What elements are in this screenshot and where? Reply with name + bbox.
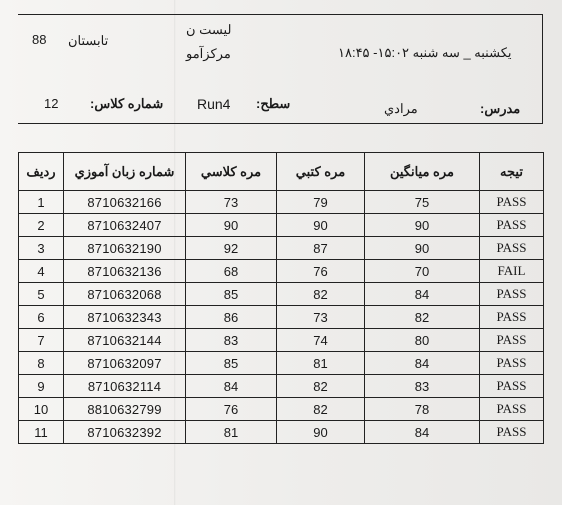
class-score: 92	[186, 237, 277, 260]
student-id: 8710632097	[64, 352, 186, 375]
written-score: 87	[277, 237, 365, 260]
average-score: 84	[365, 421, 480, 444]
written-score: 73	[277, 306, 365, 329]
result: PASS	[480, 398, 544, 421]
result: PASS	[480, 329, 544, 352]
written-score: 82	[277, 398, 365, 421]
row-number: 6	[19, 306, 64, 329]
average-score: 90	[365, 237, 480, 260]
class-score: 81	[186, 421, 277, 444]
written-score: 82	[277, 375, 365, 398]
table-row	[19, 214, 544, 237]
class-score: 90	[186, 214, 277, 237]
written-score: 81	[277, 352, 365, 375]
result: PASS	[480, 352, 544, 375]
table-row	[19, 283, 544, 306]
row-number: 3	[19, 237, 64, 260]
row-number: 2	[19, 214, 64, 237]
class-score: 85	[186, 283, 277, 306]
table-row	[19, 237, 544, 260]
student-id: 8710632166	[64, 191, 186, 214]
table-row	[19, 329, 544, 352]
table-row	[19, 260, 544, 283]
row-number: 9	[19, 375, 64, 398]
class-score: 76	[186, 398, 277, 421]
col-header-average-score: مره ميانگين	[365, 153, 480, 191]
table-row	[19, 421, 544, 444]
class-schedule: يکشنبه _ سه شنبه ۱۵:۰۲- ۱۸:۴۵	[338, 45, 512, 60]
student-id: 8710632407	[64, 214, 186, 237]
center-name: مرکزآمو	[186, 46, 231, 61]
level-label: سطح:	[256, 96, 291, 111]
student-id: 8710632114	[64, 375, 186, 398]
col-header-result: تيجه	[480, 153, 544, 191]
result: FAIL	[480, 260, 544, 283]
list-title: لیست ن	[186, 22, 232, 37]
average-score: 90	[365, 214, 480, 237]
class-number: 12	[44, 96, 59, 111]
table-row	[19, 352, 544, 375]
class-score: 73	[186, 191, 277, 214]
result: PASS	[480, 306, 544, 329]
row-number: 10	[19, 398, 64, 421]
table-row	[19, 191, 544, 214]
scores-table	[18, 152, 544, 444]
result: PASS	[480, 237, 544, 260]
written-score: 76	[277, 260, 365, 283]
row-number: 1	[19, 191, 64, 214]
written-score: 90	[277, 421, 365, 444]
class-score: 68	[186, 260, 277, 283]
result: PASS	[480, 214, 544, 237]
col-header-row-number: ردیف	[19, 153, 64, 191]
average-score: 84	[365, 283, 480, 306]
written-score: 74	[277, 329, 365, 352]
average-score: 84	[365, 352, 480, 375]
result: PASS	[480, 421, 544, 444]
col-header-student-id: شماره زبان آموزي	[64, 153, 186, 191]
row-number: 11	[19, 421, 64, 444]
teacher-name: مرادي	[384, 101, 418, 116]
result: PASS	[480, 375, 544, 398]
result: PASS	[480, 283, 544, 306]
class-score: 83	[186, 329, 277, 352]
written-score: 82	[277, 283, 365, 306]
col-header-class-score: مره كلاسي	[186, 153, 277, 191]
class-number-label: شماره كلاس:	[90, 96, 164, 111]
table-header-row	[19, 153, 544, 191]
student-id: 8710632190	[64, 237, 186, 260]
average-score: 75	[365, 191, 480, 214]
student-id: 8710632068	[64, 283, 186, 306]
student-id: 8710632392	[64, 421, 186, 444]
average-score: 78	[365, 398, 480, 421]
col-header-written-score: مره كتبي	[277, 153, 365, 191]
term-code: 88	[32, 32, 47, 47]
table-row	[19, 398, 544, 421]
average-score: 82	[365, 306, 480, 329]
level-value: Run4	[197, 96, 231, 112]
row-number: 7	[19, 329, 64, 352]
teacher-label: مدرس:	[480, 101, 521, 116]
written-score: 90	[277, 214, 365, 237]
student-id: 8810632799	[64, 398, 186, 421]
student-id: 8710632144	[64, 329, 186, 352]
student-id: 8710632136	[64, 260, 186, 283]
average-score: 83	[365, 375, 480, 398]
row-number: 5	[19, 283, 64, 306]
average-score: 70	[365, 260, 480, 283]
row-number: 8	[19, 352, 64, 375]
term-name: تابستان	[68, 33, 109, 48]
class-score: 86	[186, 306, 277, 329]
written-score: 79	[277, 191, 365, 214]
student-id: 8710632343	[64, 306, 186, 329]
row-number: 4	[19, 260, 64, 283]
class-score: 84	[186, 375, 277, 398]
table-row	[19, 306, 544, 329]
class-score: 85	[186, 352, 277, 375]
average-score: 80	[365, 329, 480, 352]
result: PASS	[480, 191, 544, 214]
table-row	[19, 375, 544, 398]
